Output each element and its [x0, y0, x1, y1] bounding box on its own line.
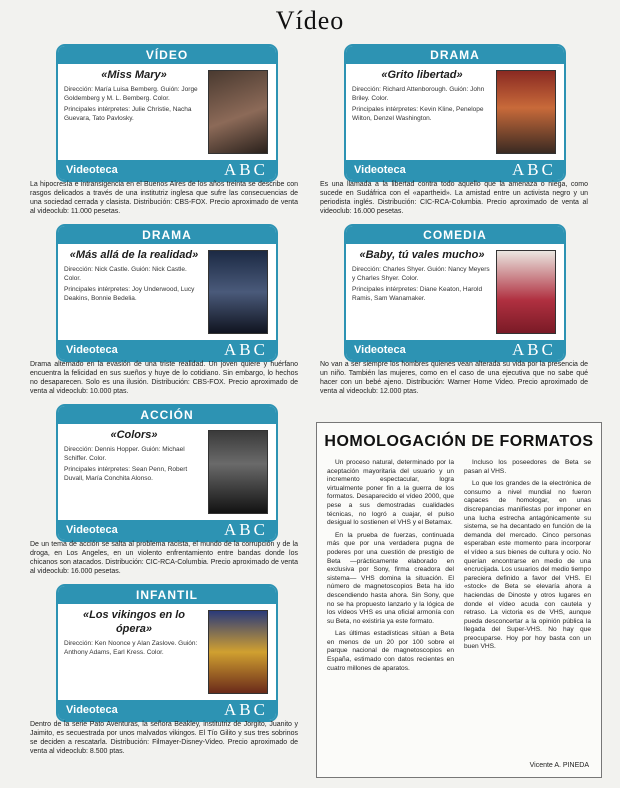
- film-title: «Baby, tú vales mucho»: [359, 249, 485, 261]
- film-title: «Colors»: [110, 429, 158, 441]
- article-box: [316, 422, 602, 778]
- article-paragraph: En la prueba de fuerzas, continuada más que por una verdadera pugna de poderes por una cuestión de prestigio de Beta —prácticamente elaborado en exclusiva por Sony, firma creadora del sistema— VHS domina la situación. El número de magnetoscopios Beta ha ido descendiendo hasta ahora. Sin Sony, que no se ha propuesto lanzarlo y la lógica de los vídeos VHS es una oficial armonía con su Beta, no existiría ya este formato.: [327, 531, 454, 625]
- movie-card-vikingos: [56, 584, 278, 722]
- genre-header: DRAMA: [346, 46, 564, 64]
- movie-card-mas-alla: [56, 224, 278, 362]
- cast-credit: Principales intérpretes: Kevin Kline, Penelope Wilton, Denzel Washington.: [352, 106, 484, 122]
- genre-header: VÍDEO: [58, 46, 276, 64]
- videoteca-label: Videoteca: [66, 164, 118, 176]
- direction-credit: Dirección: Dennis Hopper. Guión: Michael Schiffer. Color.: [64, 446, 185, 462]
- review-text: No van a ser siempre los hombres quienes vean alterada su vida por la presencia de un niño. También las mujeres, como en el caso de una ejecutiva que no sabe qué hacer con un bebé ajeno. Distribución: Warner Home Video. Precio aproximado de venta al videoclub: 12.000 ptas.: [320, 361, 588, 395]
- direction-credit: Dirección: Nick Castle. Guión: Nick Castle. Color.: [64, 266, 187, 282]
- film-title: «Los vikingos en lo ópera»: [82, 609, 186, 635]
- genre-header: COMEDIA: [346, 226, 564, 244]
- videoteca-footer: [58, 340, 276, 360]
- article-paragraph: Lo que los grandes de la electrónica de consumo a nivel mundial no fueron capaces de homologar, en unas discrepancias manifiestas por imponer en una lucha estrecha antagónicamente su sistema, se ha decantado en función de la demanda del mercado. Cinco personas esperaban este momento para incorporar el vídeo a sus bienes de cultura y ocio. No querían encontrarse en medio de una encrucijada. Los usuarios del medio tiempo pareciera definido a favor del VHS. El «stock» de Beta se elevaría ahora a haciendas de Dinoste y otros lugares en donde el vídeo acuda con cautela y retraso. La victoria es de VHS, aunque pueda desconcertar a la opinión pública la llegada del Super-VHS. No hay que preocuparse. Hoy por hoy basta con un buen VHS.: [464, 480, 591, 651]
- cast-credit: Principales intérpretes: Diane Keaton, Harold Ramis, Sam Wanamaker.: [352, 286, 483, 302]
- genre-header: DRAMA: [58, 226, 276, 244]
- videoteca-label: Videoteca: [66, 524, 118, 536]
- direction-credit: Dirección: Richard Attenborough. Guión: John Briley. Color.: [352, 86, 485, 102]
- cover-image: [208, 250, 268, 334]
- videoteca-footer: [58, 700, 276, 720]
- cast-credit: Principales intérpretes: Julie Christie, Nacha Guevara, Tato Pavlosky.: [64, 106, 192, 122]
- abc-logo: ABC: [224, 340, 268, 359]
- article-paragraph: Las últimas estadísticas sitúan a Beta en menos de un 20 por 100 sobre el parque nacional de magnetoscopios en España, estimado con datos recientes en cuatro millones de aparatos.: [327, 630, 454, 672]
- direction-credit: Dirección: Charles Shyer. Guión: Nancy Meyers y Charles Shyer. Color.: [352, 266, 490, 282]
- abc-logo: ABC: [224, 160, 268, 179]
- review-text: Es una llamada a la libertad contra todo aquello que la amenaza o niega, como sucede en Sudáfrica con el «apartheid». La amistad entre un activista negro y un periodista inglés. Distribución: CIC-RCA-Columbia. Precio aproximado de venta al videoclub: 16.000 pesetas.: [320, 181, 588, 215]
- movie-card-colors: [56, 404, 278, 542]
- film-title: «Más allá de la realidad»: [69, 249, 199, 261]
- review-text: Dentro de la serie Pato Aventuras, la señora Beakley, institutriz de Jorgito, Juanito y Jaimito, es secuestrada por unos malvados vikingos. El Tío Gilito y sus tres sobrinos se deciden a rescatarla. Distribución: Filmayer-Disney-Video. Precio aproximado de venta al videoclub: 8.500 ptas.: [30, 721, 298, 755]
- videoteca-label: Videoteca: [354, 344, 406, 356]
- article-paragraph: Un proceso natural, determinado por la aceptación mayoritaria del usuario y un incremento espectacular, logra virtualmente poner fin a la guerra de los formatos. Desaparecido el vídeo 2000, que pese a sus demostradas cualidades técnicas, no logró a cuajar, el pulso desigual lo sostienen el VHS y el Betamax.: [327, 459, 454, 527]
- abc-logo: ABC: [512, 160, 556, 179]
- abc-logo: ABC: [512, 340, 556, 359]
- review-text: La hipocresía e intransigencia en el Buenos Aires de los años treinta se describe con rasgos delicados a través de una institutriz inglesa que sufre las consecuencias de una sociedad cerrada y clasista. Distribución: CBS-FOX. Precio aproximado de venta al videoclub: 11.000 pesetas.: [30, 181, 298, 215]
- genre-header: ACCIÓN: [58, 406, 276, 424]
- movie-card-grito-libertad: [344, 44, 566, 182]
- videoteca-footer: [346, 340, 564, 360]
- article-paragraph: Incluso los poseedores de Beta se pasan al VHS.: [464, 459, 591, 475]
- direction-credit: Dirección: Ken Noonce y Alan Zaslove. Guión: Anthony Adams, Earl Kress. Color.: [64, 640, 198, 656]
- cast-credit: Principales intérpretes: Sean Penn, Robert Duvall, María Conchita Alonso.: [64, 466, 188, 482]
- article-column-left: [327, 459, 454, 677]
- cover-image: [496, 70, 556, 154]
- movie-card-baby: [344, 224, 566, 362]
- movie-card-miss-mary: [56, 44, 278, 182]
- videoteca-footer: [58, 160, 276, 180]
- cast-credit: Principales intérpretes: Joy Underwood, Lucy Deakins, Bonnie Bedelia.: [64, 286, 195, 302]
- videoteca-label: Videoteca: [66, 344, 118, 356]
- cover-image: [208, 610, 268, 694]
- videoteca-label: Videoteca: [66, 704, 118, 716]
- videoteca-footer: [58, 520, 276, 540]
- article-column-right: [464, 459, 591, 677]
- cover-image: [208, 430, 268, 514]
- videoteca-label: Videoteca: [354, 164, 406, 176]
- videoteca-footer: [346, 160, 564, 180]
- article-title: HOMOLOGACIÓN DE FORMATOS: [324, 433, 594, 450]
- abc-logo: ABC: [224, 520, 268, 539]
- direction-credit: Dirección: María Luisa Bemberg. Guión: Jorge Goldemberg y M. L. Bemberg. Color.: [64, 86, 198, 102]
- cover-image: [496, 250, 556, 334]
- review-text: Drama alternado en la evasión de una triste realidad. Un joven quiere y huérfano encuentra la felicidad en sus sueños y huye de lo cotidiano. Sin embargo, lo hechos no desaparecen. Solo es una ilusión. Distribución: CBS-FOX. Precio aproximado de venta al videoclub: 10.000 ptas.: [30, 361, 298, 395]
- film-title: «Grito libertad»: [381, 69, 463, 81]
- review-text: De un tema de acción se salta al problema racista, el mundo de la corrupción y de la droga, en Los Angeles, en un violento enfrentamiento entre bandas donde los chicanos son atacados. Distribución: CIC-RCA-Columbia. Precio aproximado de venta al videoclub: 16.000 pesetas.: [30, 541, 298, 575]
- genre-header: INFANTIL: [58, 586, 276, 604]
- article-author: Vicente A. PINEDA: [529, 762, 589, 769]
- film-title: «Miss Mary»: [101, 69, 167, 81]
- cover-image: [208, 70, 268, 154]
- page-title: Vídeo: [275, 6, 345, 35]
- abc-logo: ABC: [224, 700, 268, 719]
